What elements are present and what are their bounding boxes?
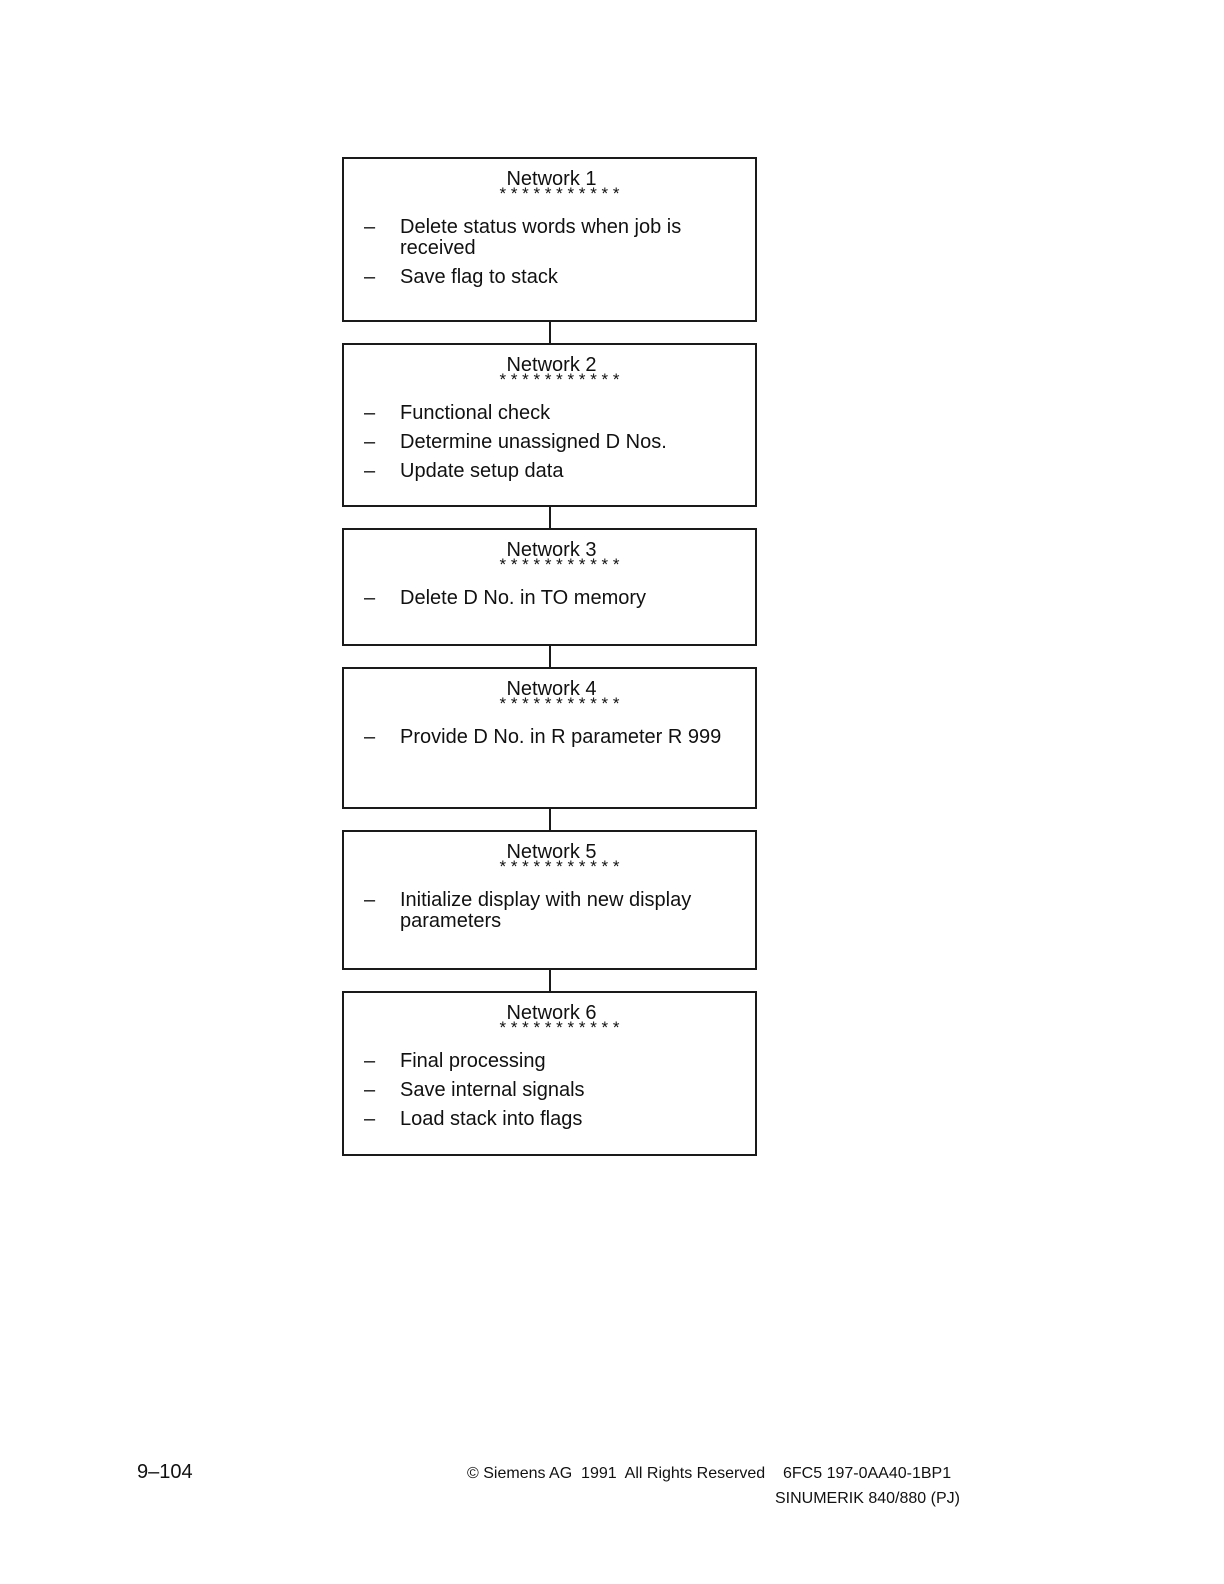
dash-bullet: – (364, 1079, 376, 1101)
network-stars: * * * * * * * * * * * (499, 184, 620, 203)
copyright-notice: © Siemens AG 1991 All Rights Reserved (467, 1465, 766, 1482)
network-box-2 (342, 343, 757, 507)
network-item-list (364, 727, 735, 756)
network-item (364, 727, 735, 748)
network-title: Network 4 (506, 678, 597, 700)
network-box-6 (342, 991, 757, 1156)
network-item-text: Functional check (400, 402, 551, 424)
network-item-text: Save flag to stack (400, 266, 558, 288)
dash-bullet: – (364, 889, 376, 911)
dash-bullet: – (364, 431, 376, 453)
flow-connector (549, 646, 551, 667)
flow-connector (549, 970, 551, 991)
network-item-list (364, 403, 735, 490)
network-item (364, 217, 735, 259)
network-item (364, 267, 735, 288)
network-item (364, 432, 735, 453)
dash-bullet: – (364, 726, 376, 748)
network-item-text: Provide D No. in R parameter R 999 (400, 726, 722, 748)
product-name: SINUMERIK 840/880 (PJ) (775, 1490, 960, 1507)
network-stars: * * * * * * * * * * * (499, 1018, 620, 1037)
network-item-text: Delete status words when job is received (400, 216, 682, 259)
network-item-list (364, 588, 735, 617)
network-item-text: Save internal signals (400, 1079, 585, 1101)
page-number: 9–104 (137, 1461, 193, 1483)
network-box-1 (342, 157, 757, 322)
network-item (364, 461, 735, 482)
order-number: 6FC5 197-0AA40-1BP1 (783, 1465, 952, 1482)
dash-bullet: – (364, 216, 376, 238)
network-item-text: Delete D No. in TO memory (400, 587, 647, 609)
network-title: Network 6 (506, 1002, 597, 1024)
dash-bullet: – (364, 587, 376, 609)
flow-connector (549, 322, 551, 343)
network-item-text: Final processing (400, 1050, 546, 1072)
flow-connector (549, 809, 551, 830)
dash-bullet: – (364, 402, 376, 424)
network-item-list (364, 1051, 735, 1138)
network-item-text: Update setup data (400, 460, 564, 482)
network-stars: * * * * * * * * * * * (499, 555, 620, 574)
network-box-5 (342, 830, 757, 970)
network-item (364, 403, 735, 424)
network-stars: * * * * * * * * * * * (499, 694, 620, 713)
network-stars: * * * * * * * * * * * (499, 857, 620, 876)
network-stars: * * * * * * * * * * * (499, 370, 620, 389)
network-item-text: Initialize display with new display parameters (400, 889, 692, 932)
network-item (364, 588, 735, 609)
network-box-4 (342, 667, 757, 809)
network-item (364, 890, 735, 932)
dash-bullet: – (364, 1050, 376, 1072)
network-item (364, 1080, 735, 1101)
network-item (364, 1051, 735, 1072)
network-item-list (364, 217, 735, 296)
network-title: Network 5 (506, 841, 597, 863)
dash-bullet: – (364, 1108, 376, 1130)
network-item-list (364, 890, 735, 940)
dash-bullet: – (364, 266, 376, 288)
network-title: Network 2 (506, 354, 597, 376)
network-title: Network 1 (506, 168, 597, 190)
network-box-3 (342, 528, 757, 646)
dash-bullet: – (364, 460, 376, 482)
network-item-text: Determine unassigned D Nos. (400, 431, 667, 453)
network-title: Network 3 (506, 539, 597, 561)
flow-connector (549, 507, 551, 528)
network-item-text: Load stack into flags (400, 1108, 583, 1130)
network-item (364, 1109, 735, 1130)
